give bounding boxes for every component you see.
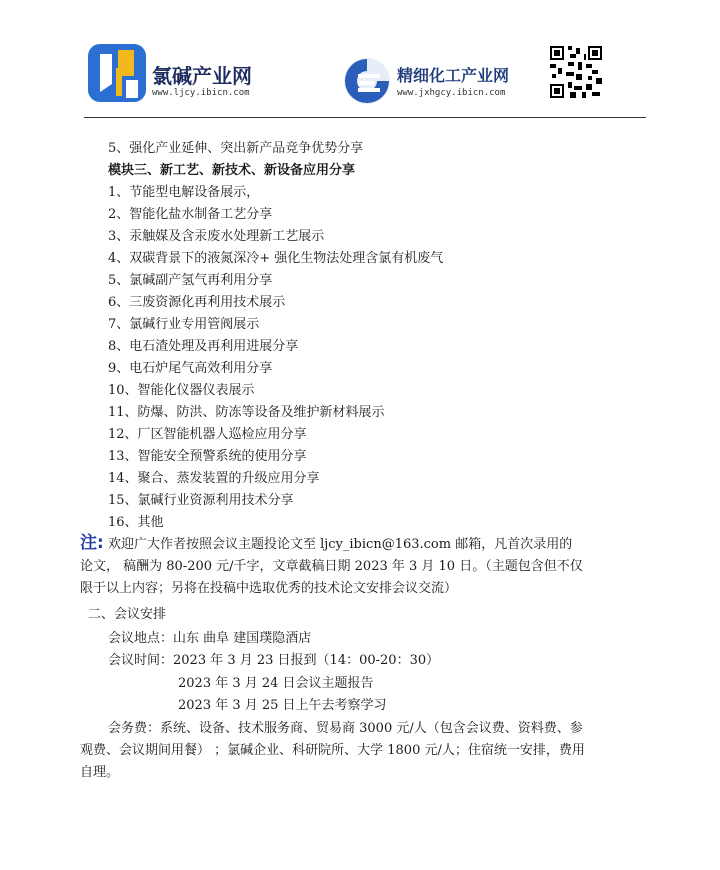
list-item: 5、氯碱副产氢气再利用分享 <box>108 273 273 288</box>
list-item: 6、三废资源化再利用技术展示 <box>108 295 286 310</box>
chlor-alkali-logo-icon <box>86 40 148 106</box>
meeting-location: 会议地点：山东 曲阜 建国璞隐酒店 <box>108 631 312 646</box>
list-item: 8、电石渣处理及再利用进展分享 <box>108 339 299 354</box>
list-item: 5、强化产业延伸、突出新产品竞争优势分享 <box>108 141 364 156</box>
list-item: 10、智能化仪器仪表展示 <box>108 383 255 398</box>
list-item: 1、节能型电解设备展示， <box>108 185 260 200</box>
fee-line1: 会务费：系统、设备、技术服务商、贸易商 3000 元/人（包含会议费、资料费、参 <box>108 721 583 736</box>
logo1-name: 氯碱产业网 <box>152 64 252 88</box>
note-paragraph <box>80 534 572 554</box>
list-item: 14、聚合、蒸发装置的升级应用分享 <box>108 471 320 486</box>
fee-line3: 自理。 <box>80 765 120 780</box>
fine-chemical-logo-icon <box>342 56 392 106</box>
list-item: 15、氯碱行业资源利用技术分享 <box>108 493 294 508</box>
module-heading: 模块三、新工艺、新技术、新设备应用分享 <box>108 163 356 178</box>
note-label: 注: <box>80 533 104 553</box>
fee-line2: 观费、会议期间用餐） ；氯碱企业、科研院所、大学 1800 元/人；住宿统一安排，费用 <box>80 743 585 758</box>
header-divider <box>84 117 646 118</box>
list-item: 7、氯碱行业专用管阀展示 <box>108 317 260 332</box>
list-item: 12、厂区智能机器人巡检应用分享 <box>108 427 307 442</box>
list-item: 11、防爆、防洪、防冻等设备及维护新材料展示 <box>108 405 385 420</box>
list-item: 2、智能化盐水制备工艺分享 <box>108 207 273 222</box>
list-item: 16、其他 <box>108 515 164 530</box>
note-text-line3: 限于以上内容；另将在投稿中选取优秀的技术论文安排会议交流） <box>80 581 458 596</box>
meeting-time: 会议时间：2023 年 3 月 23 日报到（14：00-20：30） <box>108 653 440 668</box>
logo2-url[interactable]: www.jxhgcy.ibicn.com <box>397 88 506 98</box>
list-item: 13、智能安全预警系统的使用分享 <box>108 449 307 464</box>
list-item: 3、汞触媒及含汞废水处理新工艺展示 <box>108 229 325 244</box>
meeting-time-day3: 2023 年 3 月 25 日上午去考察学习 <box>178 698 387 713</box>
section-heading: 二、会议安排 <box>88 607 167 622</box>
list-item: 9、电石炉尾气高效利用分享 <box>108 361 273 376</box>
logo1-url[interactable]: www.ljcy.ibicn.com <box>152 88 250 98</box>
letterhead <box>0 0 720 122</box>
note-text-line2: 论文， 稿酬为 80-200 元/千字，文章截稿日期 2023 年 3 月 10 日。（主题包含但不仅 <box>80 559 583 574</box>
list-item: 4、双碳背景下的液氮深冷+ 强化生物法处理含氯有机废气 <box>108 251 444 266</box>
qr-code-icon[interactable] <box>548 44 604 100</box>
logo2-name: 精细化工产业网 <box>397 66 510 85</box>
meeting-time-day2: 2023 年 3 月 24 日会议主题报告 <box>178 676 374 691</box>
note-text-line1: 欢迎广大作者按照会议主题投论文至 ljcy_ibicn@163.com 邮箱，凡首次录用的 <box>107 537 573 552</box>
